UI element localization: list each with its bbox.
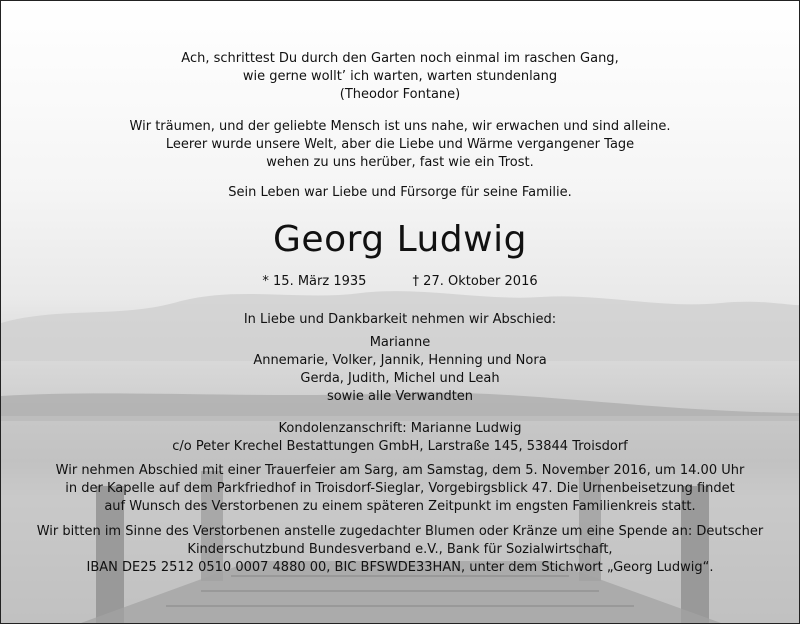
mourner-line: Gerda, Judith, Michel und Leah (300, 371, 500, 386)
condolence-address-line-2: c/o Peter Krechel Bestattungen GmbH, Larstraße 145, 53844 Troisdorf (172, 439, 628, 454)
motto: Sein Leben war Liebe und Fürsorge für seine Familie. (228, 185, 572, 200)
notice-text (1, 1, 799, 623)
condolence-address-line-1: Kondolenzanschrift: Marianne Ludwig (278, 421, 522, 436)
ceremony-line-1: Wir nehmen Abschied mit einer Trauerfeier am Sarg, am Samstag, dem 5. November 2016, um 14.00 Uhr (55, 463, 745, 478)
donation-line-2: Kinderschutzbund Bundesverband e.V., Bank für Sozialwirtschaft, (187, 542, 613, 557)
poem-line-1: Ach, schrittest Du durch den Garten noch einmal im raschen Gang, (181, 51, 619, 66)
poem-author: (Theodor Fontane) (339, 87, 461, 102)
mourner-line: sowie alle Verwandten (326, 389, 474, 404)
donation-line-3: IBAN DE25 2512 0510 0007 4880 00, BIC BFSWDE33HAN, unter dem Stichwort „Georg Ludwig“. (86, 560, 714, 575)
ceremony-line-3: auf Wunsch des Verstorbenen zu einem späteren Zeitpunkt im engsten Familienkreis statt. (104, 499, 696, 514)
birth-date: * 15. März 1935 (262, 274, 367, 289)
mourner-line: Annemarie, Volker, Jannik, Henning und Nora (253, 353, 547, 368)
donation-line-1: Wir bitten im Sinne des Verstorbenen anstelle zugedachter Blumen oder Kränze um eine Spende an: Deutscher (36, 524, 764, 539)
ceremony-line-2: in der Kapelle auf dem Parkfriedhof in Troisdorf-Sieglar, Vorgebirgsblick 47. Die Urnenbeisetzung findet (65, 481, 735, 496)
farewell-intro: In Liebe und Dankbarkeit nehmen wir Abschied: (243, 312, 557, 327)
mourner-line: Marianne (369, 335, 431, 350)
quote-line-1: Wir träumen, und der geliebte Mensch ist uns nahe, wir erwachen und sind alleine. (129, 119, 671, 134)
life-dates (1, 274, 799, 289)
quote-line-3: wehen zu uns herüber, fast wie ein Trost. (266, 155, 534, 170)
quote-line-2: Leerer wurde unsere Welt, aber die Liebe und Wärme vergangener Tage (165, 137, 635, 152)
death-date: † 27. Oktober 2016 (412, 274, 538, 289)
poem-line-2: wie gerne wollt’ ich warten, warten stundenlang (242, 69, 558, 84)
deceased-name: Georg Ludwig (273, 219, 527, 260)
